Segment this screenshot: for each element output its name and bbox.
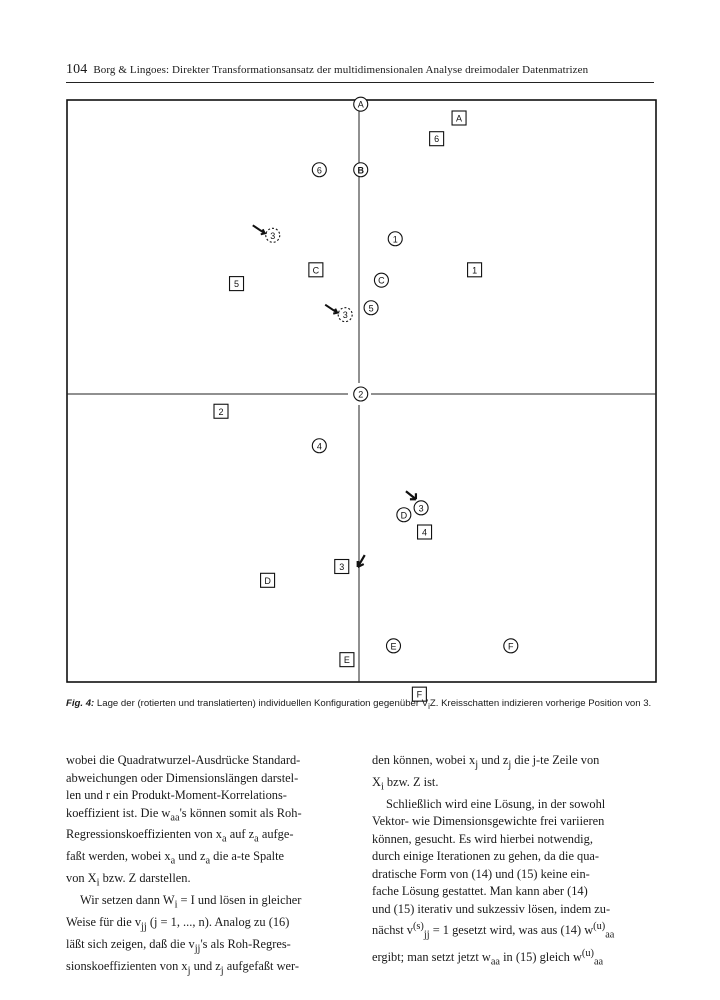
running-title: Borg & Lingoes: Direkter Transformationsansatz der multidimensionalen Analyse dreimodaler Datenmatrizen xyxy=(93,64,589,76)
left-column xyxy=(66,752,349,980)
shadow-arrow xyxy=(253,225,265,234)
line: 's können somit als Roh- xyxy=(179,805,302,820)
line: aufgefaßt wer- xyxy=(223,959,300,974)
circle-point-label: 3 xyxy=(342,310,348,321)
superscript: (u) xyxy=(593,921,606,933)
circle-point-label: D xyxy=(400,510,408,521)
line: auf z xyxy=(226,827,255,842)
square-point-label: 2 xyxy=(218,406,224,417)
square-point-label: 6 xyxy=(434,134,440,145)
line: fache Lösung gestattet. Man kann aber (14) xyxy=(372,884,588,899)
square-point-label: D xyxy=(264,575,271,586)
circle-point-label: 5 xyxy=(368,303,374,314)
line: und (15) iterativ und sukzessiv lösen, indem zu- xyxy=(372,901,611,916)
circle-point-label: B xyxy=(357,165,364,176)
right-column xyxy=(372,752,655,971)
paragraph xyxy=(66,892,349,980)
circle-point-label: 1 xyxy=(392,234,398,245)
line: bzw. Z darstellen. xyxy=(99,871,191,886)
subscript: j xyxy=(508,759,512,771)
line: die j-te Zeile von xyxy=(511,753,600,767)
line: (j = 1, ..., n). Analog zu (16) xyxy=(146,915,290,930)
square-point-label: 4 xyxy=(422,527,428,538)
line: ergibt; man setzt jetzt w xyxy=(372,949,491,964)
figure-caption xyxy=(66,697,656,713)
subscript: a xyxy=(170,855,176,867)
line: von X xyxy=(66,871,97,886)
paragraph xyxy=(372,752,655,796)
circle-point-label: 6 xyxy=(316,165,322,176)
subscript: jj xyxy=(423,930,430,942)
square-point-label: F xyxy=(416,689,423,700)
subscript: jj xyxy=(141,921,147,933)
line: den können, wobei x xyxy=(372,753,476,767)
subscript: a xyxy=(222,833,227,845)
line: = I und lösen in gleicher xyxy=(177,893,302,908)
subscript: aa xyxy=(170,811,180,823)
square-point-label: A xyxy=(456,113,463,124)
line: durch einige Iterationen zu gehen, da die qua- xyxy=(372,849,600,864)
line: sionskoeffizienten von x xyxy=(66,959,188,974)
superscript: (u) xyxy=(581,947,594,959)
line: können, gesucht. Es wird hierbei notwendig, xyxy=(372,831,593,846)
line: X xyxy=(372,774,381,789)
circle-point-label: 2 xyxy=(358,389,364,400)
caption-text: Lage der (rotierten und translatierten) individuellen Konfiguration gegenüber V xyxy=(96,698,429,709)
subscript: aa xyxy=(605,930,615,942)
circle-point-label: E xyxy=(390,641,397,652)
circle-point-label: 3 xyxy=(418,503,424,514)
subscript: i xyxy=(96,877,100,889)
line: Wir setzen dann W xyxy=(80,893,175,908)
paragraph xyxy=(372,796,655,971)
shadow-arrow xyxy=(406,491,416,499)
line: nächst v xyxy=(372,923,413,938)
square-point-label: 1 xyxy=(472,265,478,276)
line: Schließlich wird eine Lösung, in der sowohl xyxy=(386,796,606,811)
square-point-label: 5 xyxy=(234,279,240,290)
subscript: aa xyxy=(490,956,500,968)
circle-point-label: A xyxy=(357,99,364,110)
line: Regressionskoeffizienten von x xyxy=(66,827,222,842)
paragraph xyxy=(66,752,349,892)
line: bzw. Z ist. xyxy=(383,774,439,789)
line: dratische Form von (14) und (15) keine ein- xyxy=(372,866,590,881)
line: len und r ein Produkt-Moment-Korrelations- xyxy=(66,788,287,802)
line: koeffizient ist. Die w xyxy=(66,805,171,820)
line: und z xyxy=(175,849,206,864)
line: 's als Roh-Regres- xyxy=(200,937,291,952)
subscript: aa xyxy=(593,956,604,968)
line: Vektor- wie Dimensionsgewichte frei variieren xyxy=(372,814,605,829)
circle-point-label: 4 xyxy=(316,441,322,452)
subscript: i xyxy=(174,899,178,911)
superscript: (s) xyxy=(412,921,424,933)
square-point-label: E xyxy=(343,655,350,666)
square-point-label: C xyxy=(312,265,320,276)
circle-point-label: F xyxy=(508,641,514,652)
square-point-label: 3 xyxy=(339,562,345,572)
line: aufge- xyxy=(258,827,294,842)
subscript: j xyxy=(220,965,224,977)
line: in (15) gleich w xyxy=(500,949,582,964)
line: läßt sich zeigen, daß die v xyxy=(66,937,195,952)
page-number: 104 xyxy=(66,62,88,77)
circle-point-label: 3 xyxy=(270,230,276,241)
line: faßt werden, wobei x xyxy=(66,849,171,864)
line: abweichungen oder Dimensionslängen darstel- xyxy=(66,770,299,785)
line: und z xyxy=(478,753,509,767)
line: wobei die Quadratwurzel-Ausdrücke Standard- xyxy=(66,753,301,767)
circle-point-label: C xyxy=(378,275,385,286)
subscript: jj xyxy=(194,943,201,955)
caption-sub: i xyxy=(428,701,430,711)
line: = 1 gesetzt wird, was aus (14) w xyxy=(429,923,594,938)
subscript: i xyxy=(380,781,384,793)
line: und z xyxy=(190,959,221,974)
subscript: j xyxy=(475,759,479,771)
subscript: a xyxy=(254,833,259,845)
subscript: j xyxy=(187,965,191,977)
line: Weise für die v xyxy=(66,915,142,930)
shadow-arrow xyxy=(325,305,337,314)
caption-text-2: Z. Kreisschatten indizieren vorherige Position von 3. xyxy=(429,698,652,709)
caption-label: Fig. 4: xyxy=(66,698,95,709)
line: die a-te Spalte xyxy=(210,849,285,864)
subscript: a xyxy=(205,855,211,867)
